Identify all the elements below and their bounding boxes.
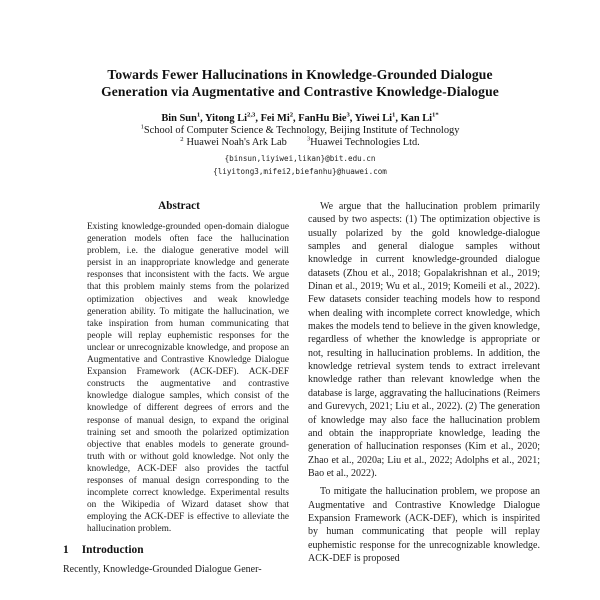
two-column-body [0, 200, 600, 577]
author-affiliation-sup: 1 [392, 111, 396, 119]
affiliation-part [307, 137, 420, 148]
author-separator: , [200, 113, 205, 124]
author-affiliation-sup: 1* [432, 111, 439, 119]
abstract-text: Existing knowledge-grounded open-domain dialogue generation models often face the hallucination problem, i.e. the dialogue generative model will persist in an inappropriate knowledge and generate responses that inconsistent with the facts. We argue that this problem mainly stems from the polarized optimization objectives and weak knowledge generation ability. To mitigate the hallucination, we take inspiration from human communicating that people will replay euphemistic responses for the unclear or unrecognizable knowledge, and propose an Augmentative and Contrastive Knowledge Dialogue Expansion Framework (ACK-DEF). ACK-DEF constructs the augmentative and contrastive knowledge dialogue samples, which consist of the knowledge of different degrees of errors and the response of manual design, to expand the original training set and smooth the polarized optimization objective that enables models to generate ground-truth with or without gold knowledge. Not only the knowledge, ACK-DEF also provides the tactful responses of manual design corresponding to the incomplete correct knowledge. Experimental results on the Wikipedia of Wizard dataset show that employing the ACK-DEF is effective to alleviate the hallucination problem. [87, 222, 289, 535]
section-heading-introduction [63, 544, 295, 556]
affiliation-sup: 3 [306, 135, 311, 143]
author-separator: , [293, 113, 299, 124]
paper-title-line1: Towards Fewer Hallucinations in Knowledge-Grounded Dialogue [107, 67, 493, 82]
author-affiliation-sup: 2,3 [247, 111, 256, 119]
author-separator: , [349, 113, 355, 124]
author-name: Fei Mi [260, 113, 290, 124]
author-name: Yiwei Li [354, 113, 393, 124]
affiliation-sup: 1 [140, 123, 144, 131]
column-left [63, 200, 295, 577]
affiliation-text: School of Computer Science & Technology, Beijing Institute of Technology [143, 125, 460, 136]
body-paragraph-2: To mitigate the hallucination problem, we propose an Augmentative and Contrastive Knowledge Dialogue Expansion Framework (ACK-DEF), which is inspirited by human communicating that people will replay euphemistic response for the unrecognizable knowledge. ACK-DEF is proposed [308, 486, 540, 564]
affiliation-line2 [0, 137, 600, 148]
author-name: Bin Sun [161, 113, 197, 124]
email-line-bit: {binsun,liyiwei,likan}@bit.edu.cn [224, 154, 376, 163]
abstract-heading: Abstract [158, 200, 200, 212]
column-right [308, 200, 540, 577]
section-number: 1 [63, 544, 69, 557]
author-name: Kan Li [400, 113, 433, 124]
paper-title-line2: Generation via Augmentative and Contrastive Knowledge-Dialogue [101, 83, 499, 99]
affiliation-text: Huawei Technologies Ltd. [310, 137, 420, 148]
author-affiliation-sup: 2 [289, 111, 294, 119]
affiliation-text: Huawei Noah's Ark Lab [186, 137, 287, 148]
affiliation-sup: 2 [180, 135, 184, 143]
author-list [0, 113, 600, 124]
email-line-huawei: {liyitong3,mifei2,biefanhu}@huawei.com [213, 167, 387, 176]
author-name: FanHu Bie [298, 113, 347, 124]
paper-header [0, 0, 600, 178]
section-title: Introduction [81, 544, 144, 557]
author-affiliation-sup: 1 [196, 111, 201, 119]
affiliation-line1 [0, 125, 600, 136]
introduction-first-line: Recently, Knowledge-Grounded Dialogue Gener- [63, 564, 262, 576]
author-separator: , [255, 113, 261, 124]
author-name: Yitong Li [204, 113, 248, 124]
body-paragraph-1: We argue that the hallucination problem primarily caused by two aspects: (1) The optimization objective is usually polarized by the gold knowledge-dialogue samples and general dialogue samples without knowledge in current knowledge-grounded dialogue datasets (Zhou et al., 2018; Gopalakrishnan et al., 2019; Dinan et al., 2019; Wu et al., 2019; Komeili et al., 2022). Few datasets consider teaching models how to respond when dealing with incomplete correct knowledge, which makes the models tend to believe in the given knowledge, regardless of whether the knowledge is appropriate or not, resulting in hallucination problems. In addition, the knowledge retrieval system tends to extract irrelevant knowledge rather than relevant knowledge when the database is large, aggravating the hallucinations (Reimers and Gurevych, 2021; Liu et al., 2022). (2) The generation of knowledge may also face the hallucination problem and obtain the inappropriate knowledge, leading the generation of hallucination responses (Kim et al., 2020; Zhao et al., 2020a; Liu et al., 2022; Adolphs et al., 2021; Bao et al., 2022). [308, 201, 540, 479]
author-affiliation-sup: 3 [346, 111, 350, 119]
author-separator: , [395, 113, 401, 124]
email-block [0, 152, 600, 178]
